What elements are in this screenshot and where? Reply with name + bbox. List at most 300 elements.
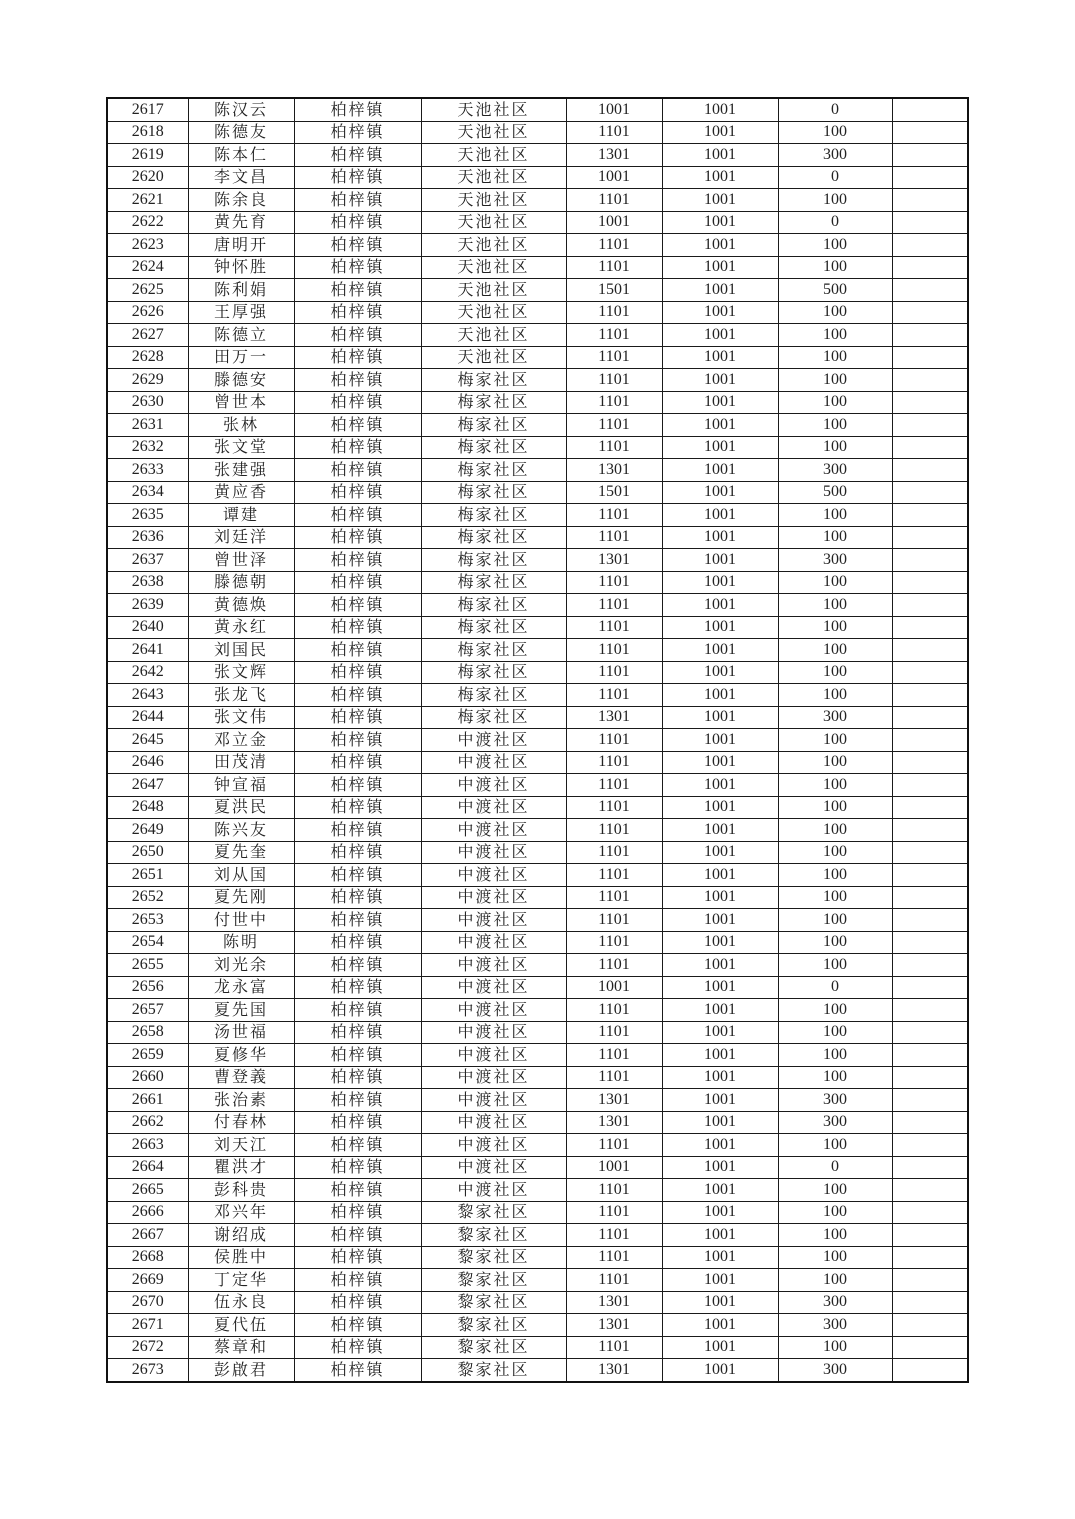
cell-id: 2626 xyxy=(107,301,188,324)
cell-town: 柏梓镇 xyxy=(294,616,421,639)
cell-note xyxy=(892,504,968,527)
roster-table xyxy=(106,97,969,1383)
cell-name: 刘光余 xyxy=(188,954,294,977)
cell-id: 2653 xyxy=(107,909,188,932)
table-row xyxy=(107,1224,968,1247)
cell-community: 中渡社区 xyxy=(421,1156,566,1179)
cell-community: 梅家社区 xyxy=(421,459,566,482)
cell-town: 柏梓镇 xyxy=(294,571,421,594)
cell-note xyxy=(892,1021,968,1044)
cell-name: 王厚强 xyxy=(188,301,294,324)
cell-community: 中渡社区 xyxy=(421,864,566,887)
cell-code-a: 1101 xyxy=(566,391,662,414)
cell-town: 柏梓镇 xyxy=(294,369,421,392)
cell-id: 2647 xyxy=(107,774,188,797)
table-row xyxy=(107,166,968,189)
cell-name: 滕德安 xyxy=(188,369,294,392)
cell-code-a: 1101 xyxy=(566,234,662,257)
cell-id: 2672 xyxy=(107,1336,188,1359)
cell-amount: 100 xyxy=(778,796,892,819)
table-row xyxy=(107,256,968,279)
cell-name: 谭建 xyxy=(188,504,294,527)
cell-name: 付春林 xyxy=(188,1111,294,1134)
cell-code-b: 1001 xyxy=(662,796,778,819)
cell-town: 柏梓镇 xyxy=(294,1269,421,1292)
cell-name: 张文伟 xyxy=(188,706,294,729)
table-row xyxy=(107,1179,968,1202)
cell-town: 柏梓镇 xyxy=(294,256,421,279)
cell-name: 曾世泽 xyxy=(188,549,294,572)
table-row xyxy=(107,414,968,437)
cell-amount: 100 xyxy=(778,661,892,684)
cell-code-b: 1001 xyxy=(662,1269,778,1292)
cell-town: 柏梓镇 xyxy=(294,504,421,527)
cell-amount: 300 xyxy=(778,706,892,729)
cell-amount: 300 xyxy=(778,1359,892,1382)
cell-amount: 100 xyxy=(778,234,892,257)
cell-town: 柏梓镇 xyxy=(294,774,421,797)
cell-town: 柏梓镇 xyxy=(294,189,421,212)
cell-name: 夏代伍 xyxy=(188,1314,294,1337)
cell-note xyxy=(892,886,968,909)
cell-code-a: 1101 xyxy=(566,1246,662,1269)
table-row xyxy=(107,571,968,594)
cell-id: 2658 xyxy=(107,1021,188,1044)
cell-town: 柏梓镇 xyxy=(294,98,421,121)
table-row xyxy=(107,1314,968,1337)
cell-note xyxy=(892,1224,968,1247)
cell-town: 柏梓镇 xyxy=(294,391,421,414)
cell-note xyxy=(892,369,968,392)
cell-amount: 300 xyxy=(778,1291,892,1314)
cell-id: 2617 xyxy=(107,98,188,121)
cell-town: 柏梓镇 xyxy=(294,1179,421,1202)
cell-amount: 100 xyxy=(778,1269,892,1292)
table-row xyxy=(107,324,968,347)
cell-amount: 0 xyxy=(778,166,892,189)
table-row xyxy=(107,504,968,527)
cell-code-b: 1001 xyxy=(662,616,778,639)
cell-code-a: 1301 xyxy=(566,144,662,167)
cell-code-a: 1101 xyxy=(566,346,662,369)
cell-amount: 100 xyxy=(778,594,892,617)
cell-name: 张文堂 xyxy=(188,436,294,459)
cell-amount: 300 xyxy=(778,144,892,167)
cell-community: 天池社区 xyxy=(421,144,566,167)
table-row xyxy=(107,661,968,684)
cell-note xyxy=(892,1291,968,1314)
cell-community: 天池社区 xyxy=(421,301,566,324)
cell-code-b: 1001 xyxy=(662,1156,778,1179)
cell-town: 柏梓镇 xyxy=(294,1156,421,1179)
cell-town: 柏梓镇 xyxy=(294,661,421,684)
cell-id: 2665 xyxy=(107,1179,188,1202)
cell-town: 柏梓镇 xyxy=(294,1359,421,1382)
cell-id: 2636 xyxy=(107,526,188,549)
cell-town: 柏梓镇 xyxy=(294,1246,421,1269)
cell-code-b: 1001 xyxy=(662,1246,778,1269)
cell-town: 柏梓镇 xyxy=(294,1314,421,1337)
cell-name: 夏洪民 xyxy=(188,796,294,819)
cell-id: 2667 xyxy=(107,1224,188,1247)
cell-community: 梅家社区 xyxy=(421,481,566,504)
cell-code-b: 1001 xyxy=(662,481,778,504)
cell-code-a: 1101 xyxy=(566,121,662,144)
table-row xyxy=(107,481,968,504)
table-row xyxy=(107,976,968,999)
cell-community: 中渡社区 xyxy=(421,1021,566,1044)
cell-name: 汤世福 xyxy=(188,1021,294,1044)
cell-community: 梅家社区 xyxy=(421,526,566,549)
cell-note xyxy=(892,98,968,121)
table-row xyxy=(107,1359,968,1382)
cell-id: 2650 xyxy=(107,841,188,864)
cell-code-b: 1001 xyxy=(662,189,778,212)
cell-community: 黎家社区 xyxy=(421,1224,566,1247)
cell-id: 2655 xyxy=(107,954,188,977)
cell-code-b: 1001 xyxy=(662,1201,778,1224)
cell-id: 2645 xyxy=(107,729,188,752)
cell-name: 夏先奎 xyxy=(188,841,294,864)
cell-id: 2648 xyxy=(107,796,188,819)
cell-code-a: 1101 xyxy=(566,1066,662,1089)
cell-code-a: 1301 xyxy=(566,1314,662,1337)
cell-code-a: 1101 xyxy=(566,1224,662,1247)
cell-amount: 100 xyxy=(778,931,892,954)
cell-amount: 100 xyxy=(778,1201,892,1224)
table-row xyxy=(107,301,968,324)
cell-name: 滕德朝 xyxy=(188,571,294,594)
cell-amount: 100 xyxy=(778,1246,892,1269)
cell-town: 柏梓镇 xyxy=(294,211,421,234)
table-row xyxy=(107,526,968,549)
cell-code-a: 1101 xyxy=(566,189,662,212)
cell-code-b: 1001 xyxy=(662,1291,778,1314)
cell-code-b: 1001 xyxy=(662,999,778,1022)
cell-note xyxy=(892,864,968,887)
cell-code-a: 1101 xyxy=(566,774,662,797)
cell-name: 夏修华 xyxy=(188,1044,294,1067)
cell-name: 陈兴友 xyxy=(188,819,294,842)
cell-code-a: 1101 xyxy=(566,436,662,459)
cell-name: 李文昌 xyxy=(188,166,294,189)
cell-code-a: 1301 xyxy=(566,1089,662,1112)
cell-code-a: 1101 xyxy=(566,324,662,347)
cell-amount: 100 xyxy=(778,639,892,662)
cell-code-b: 1001 xyxy=(662,661,778,684)
cell-community: 梅家社区 xyxy=(421,369,566,392)
cell-note xyxy=(892,256,968,279)
cell-id: 2641 xyxy=(107,639,188,662)
table-row xyxy=(107,796,968,819)
cell-code-b: 1001 xyxy=(662,549,778,572)
cell-name: 陈余良 xyxy=(188,189,294,212)
cell-name: 陈本仁 xyxy=(188,144,294,167)
cell-code-a: 1301 xyxy=(566,1291,662,1314)
cell-name: 田万一 xyxy=(188,346,294,369)
cell-name: 彭科贵 xyxy=(188,1179,294,1202)
cell-code-b: 1001 xyxy=(662,886,778,909)
table-row xyxy=(107,931,968,954)
cell-name: 陈明 xyxy=(188,931,294,954)
cell-code-b: 1001 xyxy=(662,864,778,887)
table-row xyxy=(107,616,968,639)
cell-town: 柏梓镇 xyxy=(294,1066,421,1089)
cell-community: 天池社区 xyxy=(421,98,566,121)
cell-community: 天池社区 xyxy=(421,121,566,144)
table-row xyxy=(107,954,968,977)
cell-code-a: 1101 xyxy=(566,864,662,887)
table-row xyxy=(107,211,968,234)
table-row xyxy=(107,1291,968,1314)
cell-community: 梅家社区 xyxy=(421,391,566,414)
cell-amount: 100 xyxy=(778,1134,892,1157)
cell-amount: 0 xyxy=(778,98,892,121)
cell-code-b: 1001 xyxy=(662,301,778,324)
cell-town: 柏梓镇 xyxy=(294,1134,421,1157)
cell-code-a: 1101 xyxy=(566,931,662,954)
cell-amount: 100 xyxy=(778,504,892,527)
cell-amount: 100 xyxy=(778,684,892,707)
cell-name: 夏先刚 xyxy=(188,886,294,909)
cell-name: 张文辉 xyxy=(188,661,294,684)
cell-town: 柏梓镇 xyxy=(294,279,421,302)
cell-town: 柏梓镇 xyxy=(294,1021,421,1044)
cell-code-b: 1001 xyxy=(662,1089,778,1112)
cell-note xyxy=(892,684,968,707)
table-row xyxy=(107,189,968,212)
cell-code-a: 1101 xyxy=(566,954,662,977)
table-row xyxy=(107,234,968,257)
cell-code-a: 1101 xyxy=(566,661,662,684)
cell-code-a: 1101 xyxy=(566,684,662,707)
cell-code-b: 1001 xyxy=(662,684,778,707)
cell-code-a: 1101 xyxy=(566,751,662,774)
cell-town: 柏梓镇 xyxy=(294,414,421,437)
cell-note xyxy=(892,796,968,819)
cell-note xyxy=(892,144,968,167)
cell-community: 梅家社区 xyxy=(421,616,566,639)
cell-note xyxy=(892,1314,968,1337)
cell-amount: 100 xyxy=(778,414,892,437)
cell-note xyxy=(892,751,968,774)
cell-code-b: 1001 xyxy=(662,1111,778,1134)
cell-community: 黎家社区 xyxy=(421,1246,566,1269)
cell-note xyxy=(892,1134,968,1157)
cell-amount: 100 xyxy=(778,301,892,324)
cell-id: 2633 xyxy=(107,459,188,482)
cell-community: 梅家社区 xyxy=(421,639,566,662)
cell-amount: 500 xyxy=(778,279,892,302)
cell-amount: 100 xyxy=(778,436,892,459)
cell-name: 夏先国 xyxy=(188,999,294,1022)
cell-note xyxy=(892,459,968,482)
cell-code-b: 1001 xyxy=(662,774,778,797)
cell-id: 2638 xyxy=(107,571,188,594)
cell-name: 刘国民 xyxy=(188,639,294,662)
cell-town: 柏梓镇 xyxy=(294,796,421,819)
cell-community: 中渡社区 xyxy=(421,1089,566,1112)
cell-id: 2644 xyxy=(107,706,188,729)
cell-amount: 100 xyxy=(778,886,892,909)
cell-code-b: 1001 xyxy=(662,1066,778,1089)
table-row xyxy=(107,1089,968,1112)
cell-town: 柏梓镇 xyxy=(294,481,421,504)
cell-code-a: 1101 xyxy=(566,1269,662,1292)
cell-code-a: 1101 xyxy=(566,841,662,864)
cell-community: 梅家社区 xyxy=(421,661,566,684)
cell-id: 2666 xyxy=(107,1201,188,1224)
cell-name: 刘从国 xyxy=(188,864,294,887)
cell-note xyxy=(892,481,968,504)
cell-town: 柏梓镇 xyxy=(294,751,421,774)
table-row xyxy=(107,436,968,459)
cell-town: 柏梓镇 xyxy=(294,1089,421,1112)
table-row xyxy=(107,706,968,729)
cell-community: 梅家社区 xyxy=(421,414,566,437)
cell-code-a: 1101 xyxy=(566,639,662,662)
cell-name: 龙永富 xyxy=(188,976,294,999)
table-row xyxy=(107,1066,968,1089)
cell-name: 陈德友 xyxy=(188,121,294,144)
cell-code-b: 1001 xyxy=(662,1021,778,1044)
cell-amount: 300 xyxy=(778,1111,892,1134)
cell-note xyxy=(892,774,968,797)
cell-name: 黄德焕 xyxy=(188,594,294,617)
cell-code-b: 1001 xyxy=(662,526,778,549)
cell-name: 曹登義 xyxy=(188,1066,294,1089)
cell-amount: 0 xyxy=(778,976,892,999)
cell-note xyxy=(892,1066,968,1089)
cell-code-b: 1001 xyxy=(662,931,778,954)
cell-id: 2649 xyxy=(107,819,188,842)
cell-amount: 300 xyxy=(778,549,892,572)
cell-note xyxy=(892,526,968,549)
cell-code-a: 1101 xyxy=(566,369,662,392)
cell-community: 天池社区 xyxy=(421,279,566,302)
cell-community: 中渡社区 xyxy=(421,841,566,864)
table-row xyxy=(107,121,968,144)
cell-note xyxy=(892,234,968,257)
cell-id: 2652 xyxy=(107,886,188,909)
cell-code-b: 1001 xyxy=(662,504,778,527)
cell-name: 张林 xyxy=(188,414,294,437)
cell-note xyxy=(892,1179,968,1202)
cell-amount: 100 xyxy=(778,256,892,279)
cell-amount: 100 xyxy=(778,324,892,347)
cell-code-a: 1101 xyxy=(566,886,662,909)
table-row xyxy=(107,144,968,167)
cell-name: 陈德立 xyxy=(188,324,294,347)
cell-name: 侯胜中 xyxy=(188,1246,294,1269)
cell-town: 柏梓镇 xyxy=(294,931,421,954)
cell-amount: 100 xyxy=(778,346,892,369)
cell-town: 柏梓镇 xyxy=(294,526,421,549)
cell-note xyxy=(892,301,968,324)
cell-name: 彭啟君 xyxy=(188,1359,294,1382)
cell-code-b: 1001 xyxy=(662,819,778,842)
table-row xyxy=(107,1134,968,1157)
cell-code-a: 1101 xyxy=(566,571,662,594)
cell-code-b: 1001 xyxy=(662,436,778,459)
cell-note xyxy=(892,954,968,977)
cell-code-b: 1001 xyxy=(662,1224,778,1247)
cell-note xyxy=(892,279,968,302)
cell-amount: 100 xyxy=(778,571,892,594)
cell-community: 梅家社区 xyxy=(421,504,566,527)
cell-amount: 0 xyxy=(778,211,892,234)
cell-code-b: 1001 xyxy=(662,571,778,594)
cell-code-b: 1001 xyxy=(662,279,778,302)
cell-town: 柏梓镇 xyxy=(294,976,421,999)
cell-note xyxy=(892,189,968,212)
cell-code-a: 1101 xyxy=(566,504,662,527)
table-row xyxy=(107,639,968,662)
cell-amount: 100 xyxy=(778,1179,892,1202)
cell-code-b: 1001 xyxy=(662,706,778,729)
cell-community: 梅家社区 xyxy=(421,571,566,594)
cell-community: 天池社区 xyxy=(421,234,566,257)
cell-name: 曾世本 xyxy=(188,391,294,414)
cell-id: 2624 xyxy=(107,256,188,279)
table-row xyxy=(107,1246,968,1269)
cell-code-b: 1001 xyxy=(662,1336,778,1359)
cell-code-a: 1101 xyxy=(566,594,662,617)
cell-name: 付世中 xyxy=(188,909,294,932)
cell-note xyxy=(892,639,968,662)
cell-code-b: 1001 xyxy=(662,976,778,999)
cell-town: 柏梓镇 xyxy=(294,954,421,977)
cell-town: 柏梓镇 xyxy=(294,436,421,459)
cell-note xyxy=(892,594,968,617)
cell-community: 中渡社区 xyxy=(421,954,566,977)
cell-id: 2646 xyxy=(107,751,188,774)
cell-amount: 300 xyxy=(778,459,892,482)
cell-name: 黄先育 xyxy=(188,211,294,234)
table-row xyxy=(107,549,968,572)
cell-amount: 0 xyxy=(778,1156,892,1179)
cell-code-a: 1301 xyxy=(566,459,662,482)
cell-town: 柏梓镇 xyxy=(294,999,421,1022)
table-row xyxy=(107,729,968,752)
table-row xyxy=(107,391,968,414)
cell-code-a: 1501 xyxy=(566,279,662,302)
cell-town: 柏梓镇 xyxy=(294,639,421,662)
cell-id: 2671 xyxy=(107,1314,188,1337)
cell-amount: 100 xyxy=(778,819,892,842)
cell-town: 柏梓镇 xyxy=(294,144,421,167)
cell-code-a: 1501 xyxy=(566,481,662,504)
cell-community: 黎家社区 xyxy=(421,1359,566,1382)
cell-code-b: 1001 xyxy=(662,1044,778,1067)
cell-name: 刘廷洋 xyxy=(188,526,294,549)
cell-code-b: 1001 xyxy=(662,98,778,121)
cell-town: 柏梓镇 xyxy=(294,1336,421,1359)
cell-code-a: 1101 xyxy=(566,729,662,752)
cell-town: 柏梓镇 xyxy=(294,594,421,617)
cell-community: 中渡社区 xyxy=(421,1044,566,1067)
cell-code-a: 1301 xyxy=(566,706,662,729)
cell-town: 柏梓镇 xyxy=(294,706,421,729)
cell-code-a: 1101 xyxy=(566,1201,662,1224)
cell-town: 柏梓镇 xyxy=(294,1224,421,1247)
cell-code-b: 1001 xyxy=(662,121,778,144)
cell-code-a: 1001 xyxy=(566,976,662,999)
cell-community: 中渡社区 xyxy=(421,1134,566,1157)
cell-town: 柏梓镇 xyxy=(294,301,421,324)
cell-community: 中渡社区 xyxy=(421,1066,566,1089)
cell-community: 天池社区 xyxy=(421,211,566,234)
